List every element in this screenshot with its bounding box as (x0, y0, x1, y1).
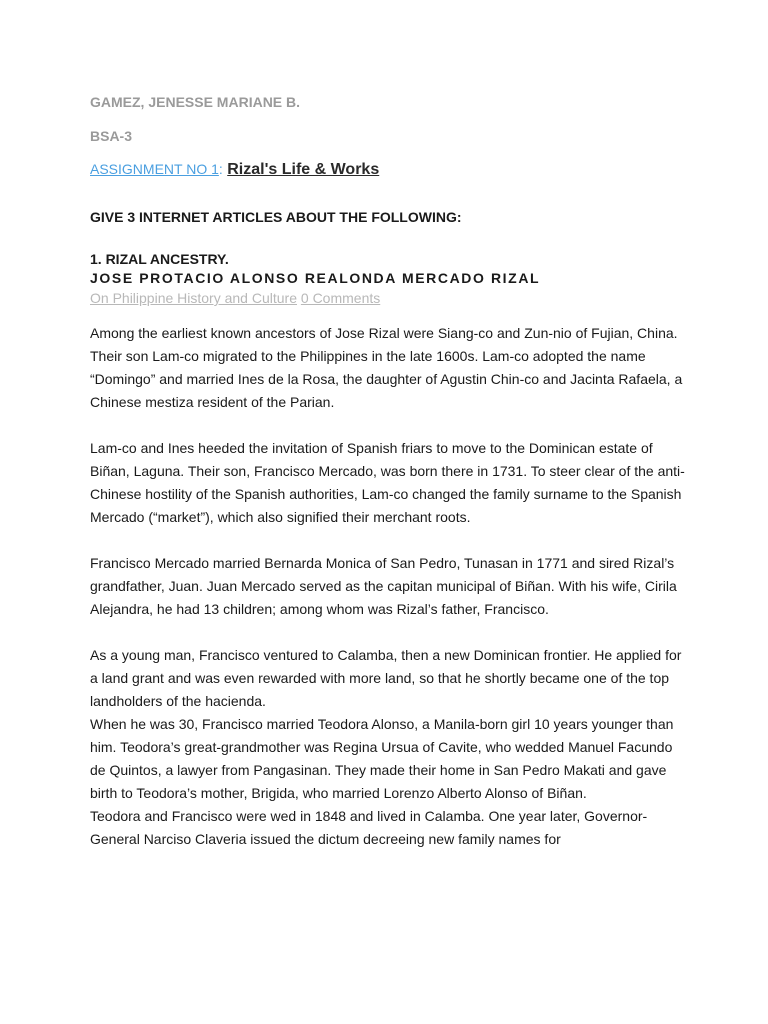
paragraph: Among the earliest known ancestors of Jose Rizal were Siang-co and Zun-nio of Fujian, China. Their son Lam-co migrated to the Philippines in the late 1600s. Lam-co adopted the name “Domingo” and married Ines de la Rosa, the daughter of Agustin Chin-co and Jacinta Rafaela, a Chinese mestiza resident of the Parian. (90, 325, 683, 410)
article-meta (90, 288, 690, 308)
paragraph: Francisco Mercado married Bernarda Monica of San Pedro, Tunasan in 1771 and sired Rizal’s grandfather, Juan. Juan Mercado served as the capitan municipal of Biñan. With his wife, Cirila Alejandra, he had 13 children; among whom was Rizal’s father, Francisco. (90, 555, 677, 617)
student-name: GAMEZ, JENESSE MARIANE B. (90, 94, 301, 110)
assignment-title: Rizal's Life & Works (227, 161, 380, 178)
comments-link[interactable]: 0 Comments (300, 290, 381, 306)
assignment-separator: : (218, 161, 223, 177)
assignment-link[interactable]: ASSIGNMENT NO 1 (90, 161, 219, 177)
paragraph: Teodora and Francisco were wed in 1848 and lived in Calamba. One year later, Governor-General Narciso Claveria issued the dictum decreeing new family names for (90, 808, 648, 847)
paragraph: Lam-co and Ines heeded the invitation of Spanish friars to move to the Dominican estate of Biñan, Laguna. Their son, Francisco Mercado, was born there in 1731. To steer clear of the anti-Chinese hostility of the Spanish authorities, Lam-co changed the family surname to the Spanish Mercado (“market”), which also signified their merchant roots. (90, 440, 685, 525)
section-heading: 1. RIZAL ANCESTRY. (90, 251, 229, 267)
instruction-text: GIVE 3 INTERNET ARTICLES ABOUT THE FOLLOWING: (90, 209, 462, 225)
category-link[interactable]: On Philippine History and Culture (90, 290, 297, 306)
article-title: JOSE PROTACIO ALONSO REALONDA MERCADO RIZAL (90, 270, 541, 286)
paragraph: When he was 30, Francisco married Teodora Alonso, a Manila-born girl 10 years younger than him. Teodora’s great-grandmother was Regina Ursua of Cavite, who wedded Manuel Facundo de Quintos, a lawyer from Pangasinan. They made their home in San Pedro Makati and gave birth to Teodora’s mother, Brigida, who married Lorenzo Alberto Alonso of Biñan. (90, 716, 674, 801)
document-page (90, 92, 690, 851)
paragraph: As a young man, Francisco ventured to Calamba, then a new Dominican frontier. He applied for a land grant and was even rewarded with more land, so that he shortly became one of the top landholders of the hacienda. (90, 647, 682, 709)
assignment-heading (90, 157, 690, 182)
student-class: BSA-3 (90, 128, 133, 144)
